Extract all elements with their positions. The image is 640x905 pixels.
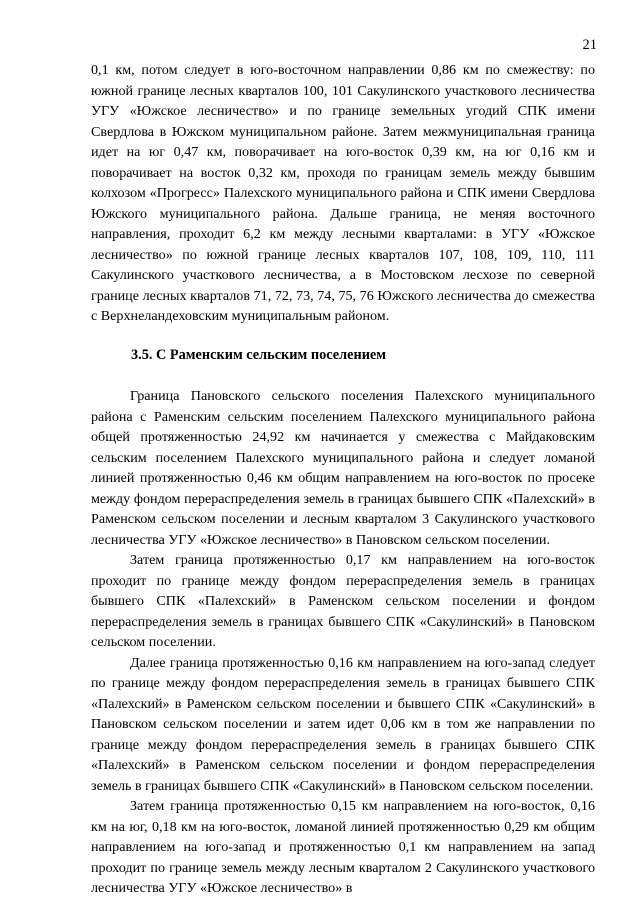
paragraph: Далее граница протяженностью 0,16 км направлением на юго-запад следует по границе между фондом перераспределения земель в границах бывшего СПК «Палехский» в Раменском сельском поселении и бывшего СПК «Сакулинский» в Пановском сельском поселении и затем идет 0,06 км в том же направлении по границе между фондом перераспределения земель в границах бывшего СПК «Палехский» в Раменском сельском поселении и фондом перераспределения земель в границах бывшего СПК «Сакулинский» в Пановском сельском поселении. (91, 654, 595, 794)
paragraph: Затем граница протяженностью 0,17 км направлением на юго-восток проходит по границе между фондом перераспределения земель в границах бывшего СПК «Палехский» в Раменском сельском поселении и фондом перераспределения земель в границах бывшего СПК «Сакулинский» в Пановском сельском поселении. (91, 552, 595, 650)
paragraph: Граница Пановского сельского поселения Палехского муниципального района с Раменским сельским поселением Палехского муниципального района общей протяженностью 24,92 км начинается у смежества с Майдаковским сельским поселением Палехского муниципального района и следует ломаной линией протяженностью 0,46 км общим направлением на юго-восток по просеке между фондом перераспределения земель в границах бывшего СПК «Палехский» в Раменском сельском поселении и лесным кварталом 3 Сакулинского участкового лесничества УГУ «Южское лесничество» в Пановском сельском поселении. (91, 388, 595, 548)
paragraph: Затем граница протяженностью 0,15 км направлением на юго-восток, 0,16 км на юг, 0,18 км на юго-восток, ломаной линией протяженностью 0,29 км общим направлением на юго-запад и протяженностью 0,1 км направлением на запад проходит по границе земель между лесным кварталом 2 Сакулинского участкового лесничества УГУ «Южское лесничество» в (91, 798, 595, 896)
page-number: 21 (582, 37, 597, 53)
paragraph-continuation: 0,1 км, потом следует в юго-восточном направлении 0,86 км по смежеству: по южной границе лесных кварталов 100, 101 Сакулинского участкового лесничества УГУ «Южское лесничество» и по границе земельных угодий СПК имени Свердлова в Южском муниципальном районе. Затем межмуниципальная граница идет на юг 0,47 км, поворачивает на юго-восток 0,39 км, на юг 0,16 км и поворачивает на восток 0,32 км, проходя по границам земель между бывшим колхозом «Прогресс» Палехского муниципального района и СПК имени Свердлова Южского муниципального района. Дальше граница, не меняя восточного направления, проходит 6,2 км между лесными кварталами: в УГУ «Южское лесничество» по южной границе лесных кварталов 107, 108, 109, 110, 111 Сакулинского участкового лесничества, а в Мостовском лесхозе по северной границе лесных кварталов 71, 72, 73, 74, 75, 76 Южского лесничества до смежества с Верхнеландеховским муниципальным районом. (91, 62, 595, 324)
document-body (91, 60, 595, 899)
section-heading: 3.5. С Раменским сельским поселением (131, 346, 387, 363)
